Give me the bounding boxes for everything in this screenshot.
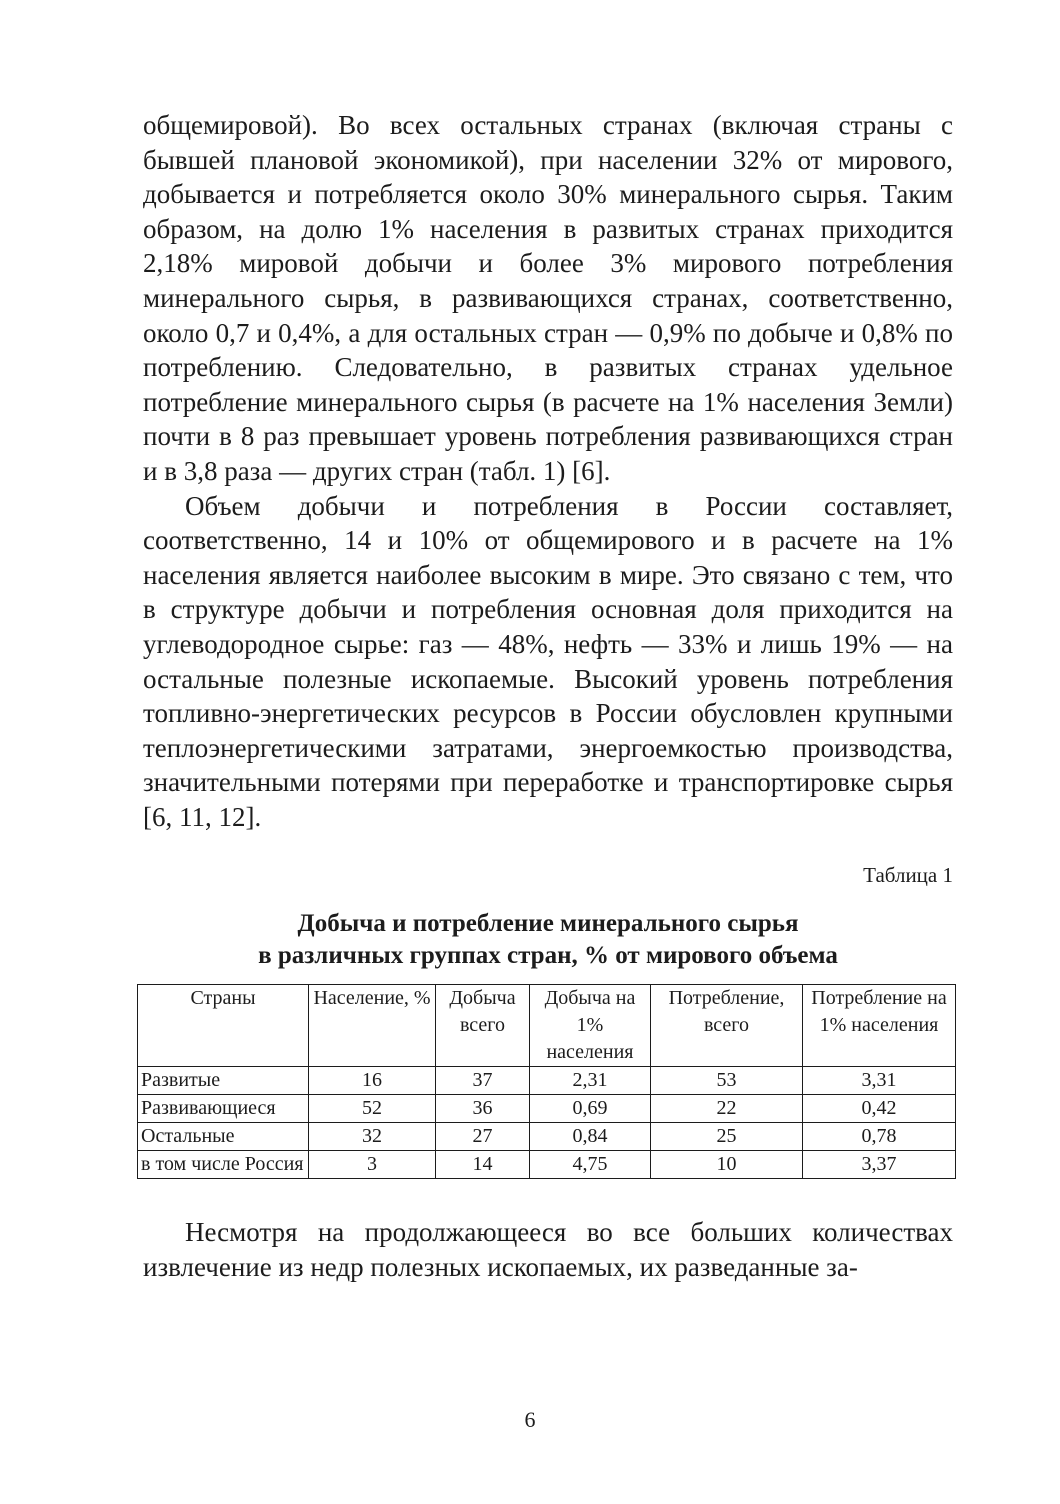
cell-production-per-1pct: 4,75: [530, 1151, 651, 1179]
cell-production-per-1pct: 2,31: [530, 1067, 651, 1095]
table-row: [138, 1095, 956, 1123]
cell-population: 16: [309, 1067, 436, 1095]
page-content: [143, 108, 953, 1285]
header-population: Население, %: [309, 985, 436, 1067]
table-label: Таблица 1: [863, 863, 953, 888]
paragraph-1: общемировой). Во всех остальных странах (включая страны с бывшей плановой экономикой), при населении 32% от мирового, добывается и потребляется около 30% минерального сырья. Таким образом, на долю 1% населения в развитых странах приходится 2,18% мировой добычи и более 3% мирового потребления минерального сырья, в развивающихся странах, соответственно, около 0,7 и 0,4%, а для остальных стран — 0,9% по добыче и 0,8% по потреблению. Следовательно, в развитых странах удельное потребление минерального сырья (в расчете на 1% населения Земли) почти в 8 раз превышает уровень потребления развивающихся стран и в 3,8 раза — других стран (табл. 1) [6].: [143, 110, 953, 486]
cell-country: Развивающиеся: [138, 1095, 309, 1123]
header-consumption-total: Потребление, всего: [651, 985, 803, 1067]
cell-consumption-total: 25: [651, 1123, 803, 1151]
cell-consumption-per-1pct: 0,42: [803, 1095, 956, 1123]
page-number: 6: [524, 1407, 536, 1432]
table-title-line-2: в различных группах стран, % от мирового объема: [258, 942, 838, 970]
cell-country: Развитые: [138, 1067, 309, 1095]
table-title-line-1: Добыча и потребление минерального сырья: [297, 910, 799, 938]
cell-production-total: 14: [436, 1151, 530, 1179]
cell-consumption-total: 10: [651, 1151, 803, 1179]
cell-production-total: 27: [436, 1123, 530, 1151]
cell-country: Остальные: [138, 1123, 309, 1151]
cell-consumption-total: 53: [651, 1067, 803, 1095]
table-row: [138, 1151, 956, 1179]
header-countries: Страны: [138, 985, 309, 1067]
cell-production-total: 36: [436, 1095, 530, 1123]
cell-production-total: 37: [436, 1067, 530, 1095]
cell-consumption-per-1pct: 0,78: [803, 1123, 956, 1151]
table-row: [138, 1067, 956, 1095]
cell-production-per-1pct: 0,84: [530, 1123, 651, 1151]
cell-consumption-total: 22: [651, 1095, 803, 1123]
cell-production-per-1pct: 0,69: [530, 1095, 651, 1123]
header-production-per-1pct: Добыча на 1% населения: [530, 985, 651, 1067]
cell-country: в том числе Россия: [138, 1151, 309, 1179]
header-consumption-per-1pct: Потребление на 1% населения: [803, 985, 956, 1067]
table-header-row: [138, 985, 956, 1067]
paragraph-3: Несмотря на продолжающееся во все больших количествах извлечение из недр полезных ископаемых, их разведанные за-: [143, 1217, 953, 1283]
table-title: [143, 908, 953, 972]
cell-population: 52: [309, 1095, 436, 1123]
cell-consumption-per-1pct: 3,37: [803, 1151, 956, 1179]
cell-consumption-per-1pct: 3,31: [803, 1067, 956, 1095]
data-table: [137, 984, 956, 1179]
table-row: [138, 1123, 956, 1151]
cell-population: 3: [309, 1151, 436, 1179]
paragraph-2: Объем добычи и потребления в России составляет, соответственно, 14 и 10% от общемирового и в расчете на 1% населения является наиболее высоким в мире. Это связано с тем, что в структуре добычи и потребления основная доля приходится на углеводородное сырье: газ — 48%, нефть — 33% и лишь 19% — на остальные полезные ископаемые. Высокий уровень потребления топливно-энергетических ресурсов в России обусловлен крупными теплоэнергетическими затратами, энергоемкостью производства, значительными потерями при переработке и транспортировке сырья [6, 11, 12].: [143, 490, 953, 832]
cell-population: 32: [309, 1123, 436, 1151]
header-production-total: Добыча всего: [436, 985, 530, 1067]
